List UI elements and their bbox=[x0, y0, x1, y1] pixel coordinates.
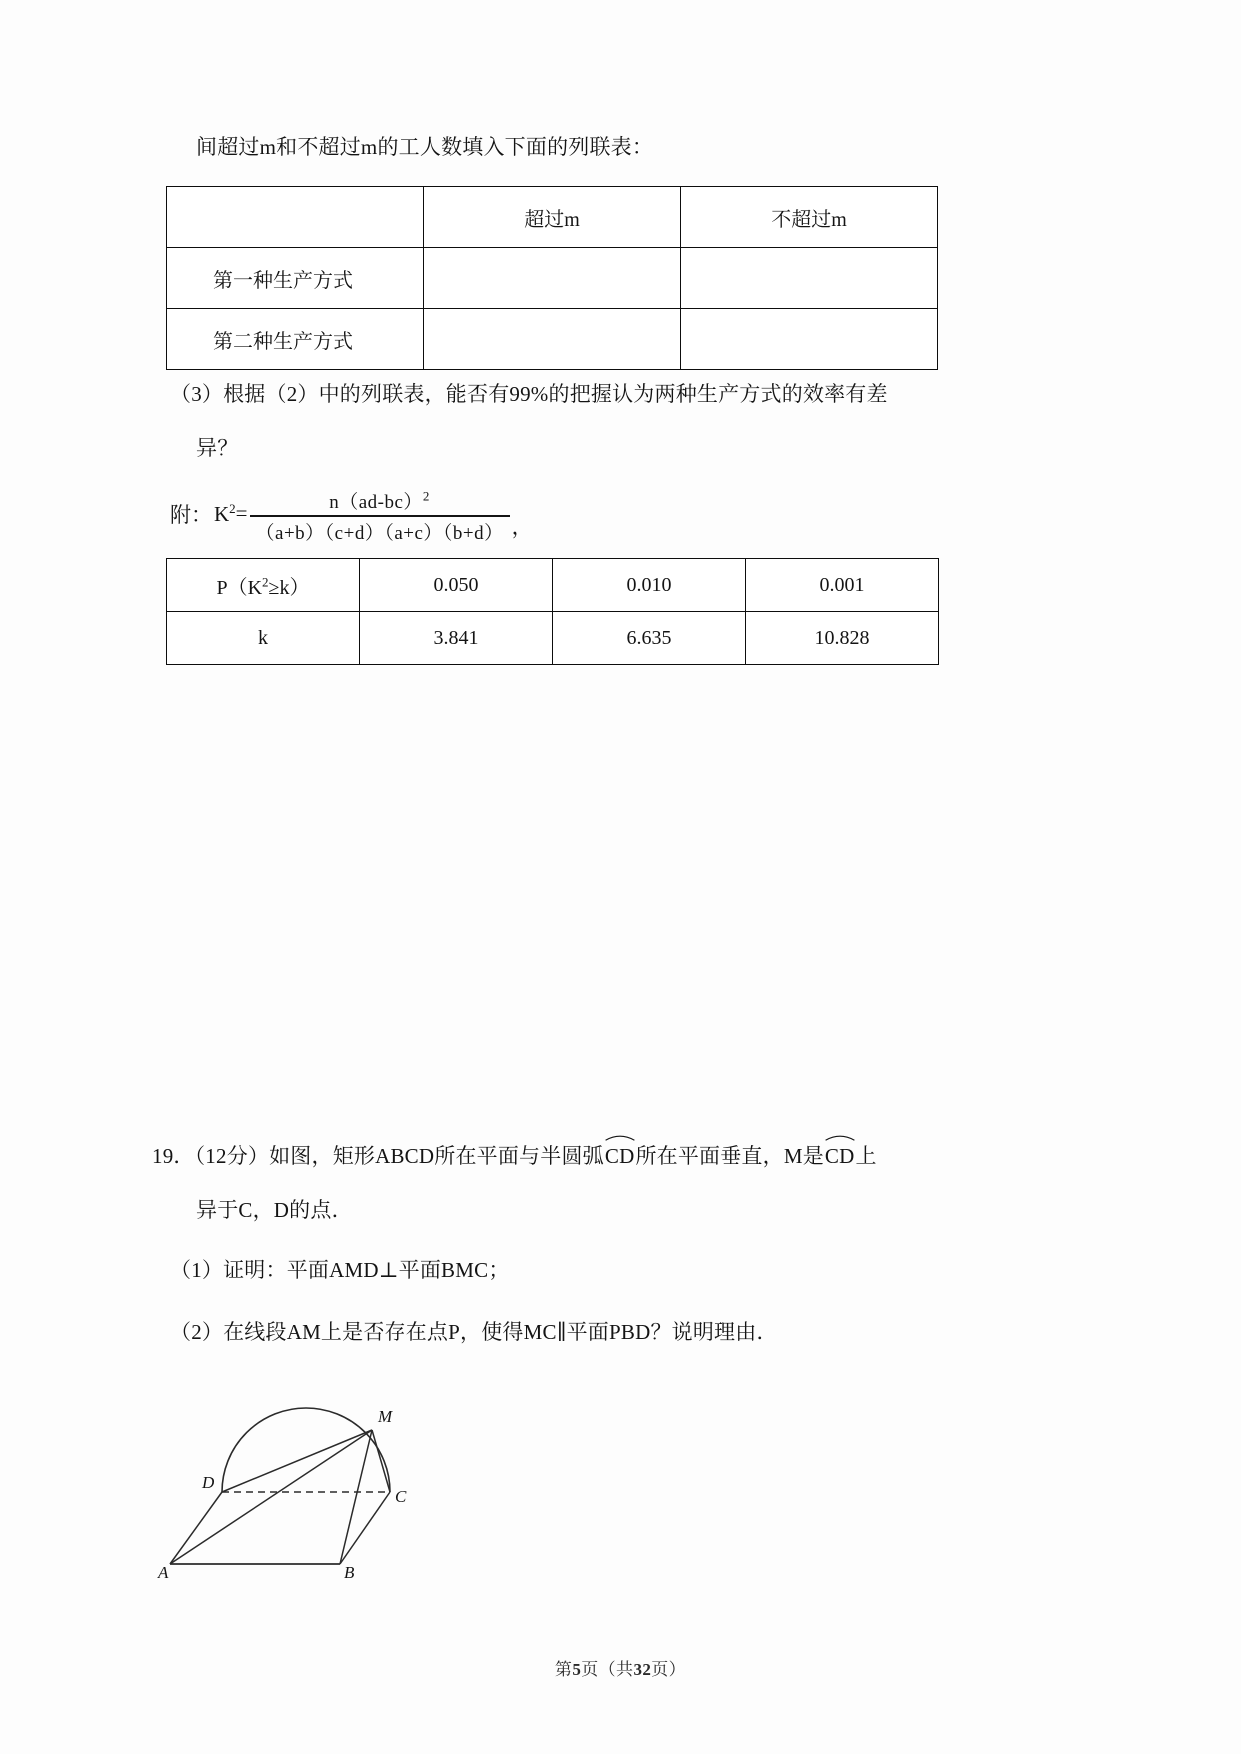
contingency-row-label-1: 第一种生产方式 bbox=[167, 248, 424, 309]
semicircle-arc bbox=[222, 1408, 390, 1492]
contingency-cell-2-1 bbox=[424, 309, 681, 370]
question-19-number: 19． bbox=[152, 1144, 195, 1168]
critical-p-value-3: 0.001 bbox=[746, 559, 939, 612]
figure-label-a: A bbox=[158, 1563, 169, 1582]
question-19-part1: （1）证明：平面AMD⊥平面BMC； bbox=[170, 1258, 510, 1282]
question-19-stem-c: 上 bbox=[855, 1144, 877, 1168]
arc-icon bbox=[824, 1133, 856, 1141]
footer-middle: 页（共 bbox=[581, 1660, 634, 1679]
figure-label-m: M bbox=[378, 1407, 393, 1426]
formula-fraction bbox=[250, 487, 510, 545]
formula-equals: = bbox=[235, 501, 248, 526]
critical-row-label-k: k bbox=[167, 612, 360, 665]
segment-am bbox=[170, 1430, 372, 1564]
contingency-cell-2-2 bbox=[681, 309, 938, 370]
arc-cd-label-2: CD bbox=[824, 1142, 856, 1170]
formula-symbol: $K^2$ bbox=[214, 500, 236, 526]
question-18-part3-line1: （3）根据（2）中的列联表，能否有99%的把握认为两种生产方式的效率有差 bbox=[170, 382, 888, 406]
figure-label-d: D bbox=[202, 1473, 215, 1492]
segment-bc bbox=[340, 1492, 390, 1564]
contingency-header-blank bbox=[167, 187, 424, 248]
question-18-part3-line2: 异？ bbox=[196, 436, 239, 460]
question-19-stem-a: 如图，矩形ABCD所在平面与半圆弧 bbox=[269, 1144, 604, 1168]
formula-numerator: $n(ad-bc)^2$ bbox=[329, 488, 430, 513]
figure-label-c: C bbox=[395, 1487, 407, 1506]
segment-cm bbox=[372, 1430, 390, 1492]
page-footer bbox=[0, 1655, 1241, 1680]
arc-cd-label-1: CD bbox=[604, 1142, 636, 1170]
table-row bbox=[167, 309, 938, 370]
question-19-part2: （2）在线段AM上是否存在点P，使得MC∥平面PBD？说明理由． bbox=[170, 1320, 778, 1344]
critical-p-value-2: 0.010 bbox=[553, 559, 746, 612]
footer-page-number: 5 bbox=[572, 1660, 582, 1679]
table-row bbox=[167, 187, 938, 248]
k-squared-formula bbox=[170, 485, 533, 543]
critical-values-table bbox=[166, 558, 939, 665]
segment-dm bbox=[222, 1430, 372, 1492]
contingency-header-over: 超过m bbox=[424, 187, 681, 248]
figure-label-b: B bbox=[344, 1563, 355, 1582]
segment-bm bbox=[340, 1430, 372, 1564]
critical-p-value-1: 0.050 bbox=[360, 559, 553, 612]
formula-prefix: 附： bbox=[170, 502, 212, 527]
contingency-row-label-2: 第二种生产方式 bbox=[167, 309, 424, 370]
table-row bbox=[167, 248, 938, 309]
contingency-header-under: 不超过m bbox=[681, 187, 938, 248]
contingency-cell-1-1 bbox=[424, 248, 681, 309]
critical-row-label-p: $P(K^2\ge k)$ bbox=[167, 559, 360, 612]
footer-prefix: 第 bbox=[554, 1660, 573, 1679]
critical-k-value-3: 10.828 bbox=[746, 612, 939, 665]
formula-trailing-comma: ， bbox=[511, 514, 533, 539]
table-row bbox=[167, 559, 939, 612]
geometry-figure bbox=[150, 1388, 510, 1638]
question-19-stem-line2: 异于C，D的点． bbox=[196, 1198, 353, 1222]
contingency-cell-1-2 bbox=[681, 248, 938, 309]
formula-denominator: （a+b）（c+d）（a+c）（b+d） bbox=[255, 522, 504, 544]
critical-k-value-2: 6.635 bbox=[553, 612, 746, 665]
contingency-table bbox=[166, 186, 938, 370]
critical-k-value-1: 3.841 bbox=[360, 612, 553, 665]
table-row bbox=[167, 612, 939, 665]
intro-text: 间超过m和不超过m的工人数填入下面的列联表： bbox=[196, 135, 654, 159]
footer-suffix: 页） bbox=[651, 1660, 687, 1679]
question-19-stem bbox=[152, 1142, 877, 1170]
arc-icon bbox=[604, 1133, 636, 1141]
question-19-stem-b: 所在平面垂直，M是 bbox=[635, 1144, 824, 1168]
segment-ad bbox=[170, 1492, 222, 1564]
question-19-score: （12分） bbox=[194, 1144, 270, 1168]
footer-total-pages: 32 bbox=[633, 1660, 652, 1679]
